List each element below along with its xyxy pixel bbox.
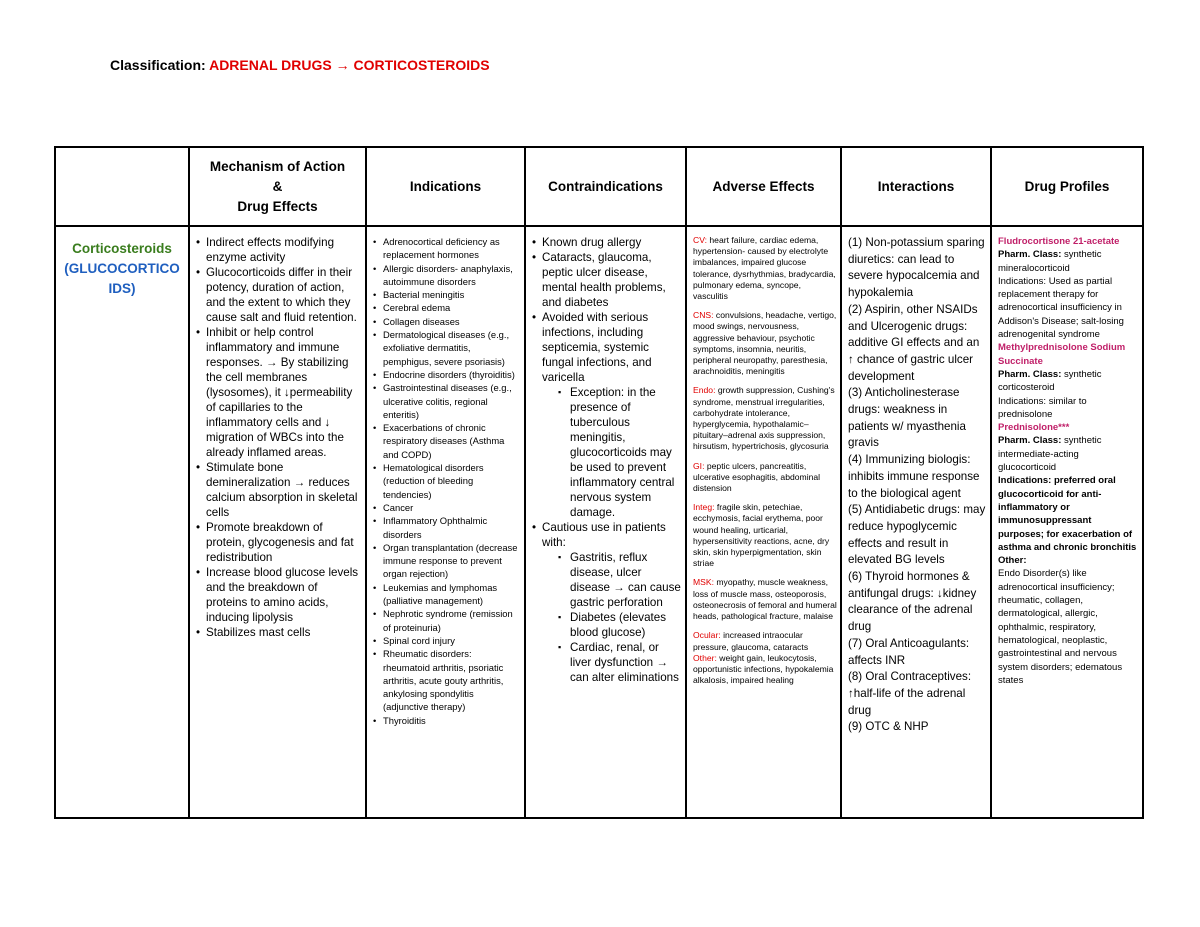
mechanism-item: • Glucocorticoids differ in their potency, duration of action, and the extent to which they cause salt and fluid retention. [196,265,361,325]
pharm-class-value: synthetic mineralocorticoid [998,249,1102,274]
exception-item: ▪ Exception: in the presence of tuberculous meningitis, glucocorticoids may be used to prevent inflammatory central nervous system damage. [558,385,681,520]
methylprednisolone-name: Methylprednisolone Sodium Succinate [998,342,1126,367]
indication-item: • Leukemias and lymphomas (palliative management) [373,581,520,608]
adverse-label: Endo: [693,385,716,396]
methylprednisolone-class [998,368,1138,395]
contraindications-list [532,235,681,685]
body-row [55,226,1143,818]
classification-line [110,57,490,73]
drug-class-alt: (GLUCOCORTICO IDS) [64,261,180,296]
adverse-text: increased intraocular pressure, glaucoma, cataracts [693,630,809,652]
adverse-effect-msk [693,577,837,622]
caution-list [542,550,681,685]
interactions-cell [841,226,991,818]
adverse-label: Other: [693,652,717,663]
adverse-label: Integ: [693,502,715,513]
indications-cell [366,226,525,818]
contraindication-item [532,310,681,520]
adverse-text: weight gain, leukocytosis, opportunistic infections, hypokalemia alkalosis, impaired healing [693,652,834,686]
mechanism-list [196,235,361,640]
exception-list [542,385,681,520]
interaction-item: (3) Anticholinesterase drugs: weakness in patients w/ myasthenia gravis [848,386,966,450]
pharm-class-label: Pharm. Class: [998,249,1062,261]
interaction-item: (5) Antidiabetic drugs: may reduce hypoglycemic effects and result in elevated BG levels [848,503,986,567]
header-empty [55,147,189,226]
contraindication-item: • Known drug allergy [532,235,681,250]
mechanism-item: • Stimulate bone demineralization → reduces calcium absorption in skeletal cells [196,460,361,520]
adverse-effect-cns [693,310,837,377]
indication-item: • Cancer [373,501,520,514]
indication-item: • Gastrointestinal diseases (e.g., ulcerative colitis, regional enteritis) [373,381,520,421]
indication-item: • Exacerbations of chronic respiratory diseases (Asthma and COPD) [373,421,520,461]
header-adverse-effects: Adverse Effects [686,147,841,226]
mechanism-cell [189,226,366,818]
adverse-text: convulsions, headache, vertigo, mood swings, nervousness, aggressive behaviour, psychotic symptoms, insomnia, neuritis, peripheral neuropathy, paresthesia, arachnoiditis, meningitis [693,310,837,377]
adverse-text: growth suppression, Cushing's syndrome, menstrual irregularities, carbohydrate intolerance, hyperglycemia, hypothalamic–pituitary–adrenal axis suppression, hirsutism, hypertrichosis, glycosuria [693,385,835,452]
fludrocortisone-indications: Indications: Used as partial replacement therapy for adrenocortical insufficiency in Addison's Disease; salt-losing adrenogenital syndrome [998,275,1124,341]
drug-profiles-cell [991,226,1143,818]
interaction-item: (8) Oral Contraceptives: ↑half-life of the adrenal drug [848,670,972,717]
pharm-class-value: synthetic intermediate-acting glucocorticoid [998,435,1102,474]
contraindication-item [532,520,681,685]
caution-text: Cautious use in patients with: [542,521,666,549]
adverse-effect-endo [693,385,837,452]
other-label: Other: [998,555,1027,567]
indication-item: • Collagen diseases [373,315,520,328]
indication-item: • Thyroiditis [373,714,520,727]
header-indications: Indications [366,147,525,226]
adverse-label: CNS: [693,310,714,321]
contraindication-text: Avoided with serious infections, including septicemia, systemic fungal infections, and varicella [542,311,652,384]
prednisolone-indications: Indications: preferred oral glucocorticoid for anti-inflammatory or immunosuppressant purposes; for exacerbation of asthma and chronic bronchitis [998,475,1137,553]
mechanism-item: • Inhibit or help control inflammatory and immune responses. → By stabilizing the cell membranes (lysosomes), it ↓permeability of capillaries to the inflammatory cells and ↓ migration of WBCs into the already inflamed areas. [196,325,361,460]
mechanism-item: • Promote breakdown of protein, glycogenesis and fat redistribution [196,520,361,565]
indication-item: • Allergic disorders- anaphylaxis, autoimmune disorders [373,262,520,289]
drug-class-name: Corticosteroids [72,241,172,256]
interaction-item: (9) OTC & NHP [848,720,929,734]
contraindication-item: • Cataracts, glaucoma, peptic ulcer disease, mental health problems, and diabetes [532,250,681,310]
pharm-class-label: Pharm. Class: [998,435,1062,447]
indication-item: • Organ transplantation (decrease immune response to prevent organ rejection) [373,541,520,581]
header-drug-profiles: Drug Profiles [991,147,1143,226]
drug-table [54,146,1144,819]
adverse-text: heart failure, cardiac edema, hypertension- caused by electrolyte imbalances, impaired glucose tolerance, dysrhythmias, bradycardia, pulmonary edema, syncope, vasculitis [693,235,836,302]
header-mechanism-line2: & [272,178,283,194]
adverse-effect-other [693,653,837,687]
header-mechanism-line3: Drug Effects [237,198,318,214]
adverse-effect-integ [693,502,837,569]
adverse-label: MSK: [693,577,715,588]
indication-item: • Inflammatory Ophthalmic disorders [373,514,520,541]
indication-item: • Dermatological diseases (e.g., exfoliative dermatitis, pemphigus, severe psoriasis) [373,328,520,368]
indication-item: • Spinal cord injury [373,634,520,647]
mechanism-item: • Increase blood glucose levels and the breakdown of proteins to amino acids, inducing lipolysis [196,565,361,625]
indication-item: • Nephrotic syndrome (remission of proteinuria) [373,607,520,634]
pharm-class-value: synthetic corticosteroid [998,368,1102,394]
classification-label: Classification: [110,57,206,73]
header-interactions: Interactions [841,147,991,226]
adverse-label: CV: [693,235,708,245]
fludrocortisone-class [998,248,1138,275]
adverse-label: Ocular: [693,630,721,641]
adverse-label: GI: [693,460,705,471]
indication-item: • Endocrine disorders (thyroiditis) [373,368,520,381]
drug-class-cell [55,226,189,818]
adverse-text: fragile skin, petechiae, ecchymosis, facial erythema, poor wound healing, urticarial, hypersensitivity reactions, acne, dry skin, skin hyperpigmentation, skin striae [693,502,830,569]
methylprednisolone-indications: Indications: similar to prednisolone [998,395,1087,420]
prednisolone-name: Prednisolone*** [998,422,1070,434]
adverse-text: myopathy, muscle weakness, loss of muscle mass, osteoporosis, osteonecrosis of femoral and humeral heads, pathological fracture, malaise [693,577,837,622]
header-mechanism [189,147,366,226]
interaction-item: (6) Thyroid hormones & antifungal drugs: ↓kidney clearance of the adrenal drug [848,570,977,634]
header-row [55,147,1143,226]
caution-item: ▪ Gastritis, reflux disease, ulcer disease → can cause gastric perforation [558,550,681,610]
adverse-text: peptic ulcers, pancreatitis, ulcerative esophagitis, abdominal distension [693,460,821,494]
other-text: Endo Disorder(s) like adrenocortical insufficiency; rheumatic, collagen, dermatological, allergic, ophthalmic, respiratory, hematological, neoplastic, gastrointestinal and nervous system disorders; edematous states [998,568,1123,686]
indication-item: • Hematological disorders (reduction of bleeding tendencies) [373,461,520,501]
classification-value: ADRENAL DRUGS → CORTICOSTEROIDS [209,57,490,73]
interaction-item: (2) Aspirin, other NSAIDs and Ulcerogenic drugs: additive GI effects and an ↑ chance of gastric ulcer development [848,302,980,383]
interaction-item: (4) Immunizing biologis: inhibits immune response to the biological agent [848,453,980,500]
interaction-item: (1) Non-potassium sparing diuretics: can lead to severe hypocalcemia and hypokalemia [848,236,985,300]
pharm-class-label: Pharm. Class: [998,368,1062,380]
indications-list [373,235,520,727]
header-mechanism-line1: Mechanism of Action [209,158,346,174]
adverse-effects-cell [686,226,841,818]
indication-item: • Adrenocortical deficiency as replacement hormones [373,235,520,262]
caution-item: ▪ Diabetes (elevates blood glucose) [558,610,681,640]
adverse-effect-ocular [693,630,837,652]
header-contraindications: Contraindications [525,147,686,226]
mechanism-item: • Indirect effects modifying enzyme activity [196,235,361,265]
indication-item: • Cerebral edema [373,301,520,314]
prednisolone-class [998,434,1138,474]
indication-item: • Bacterial meningitis [373,288,520,301]
interaction-item: (7) Oral Anticoagulants: affects INR [848,636,970,667]
indication-item: • Rheumatic disorders: rheumatoid arthritis, psoriatic arthritis, acute gouty arthritis, ankylosing spondylitis (adjunctive therapy) [373,647,520,713]
caution-item: ▪ Cardiac, renal, or liver dysfunction → can alter eliminations [558,640,681,685]
fludrocortisone-name: Fludrocortisone 21-acetate [998,236,1120,247]
adverse-effect-gi [693,461,837,495]
mechanism-item: • Stabilizes mast cells [196,625,361,640]
contraindications-cell [525,226,686,818]
adverse-effect-cv [693,235,837,302]
